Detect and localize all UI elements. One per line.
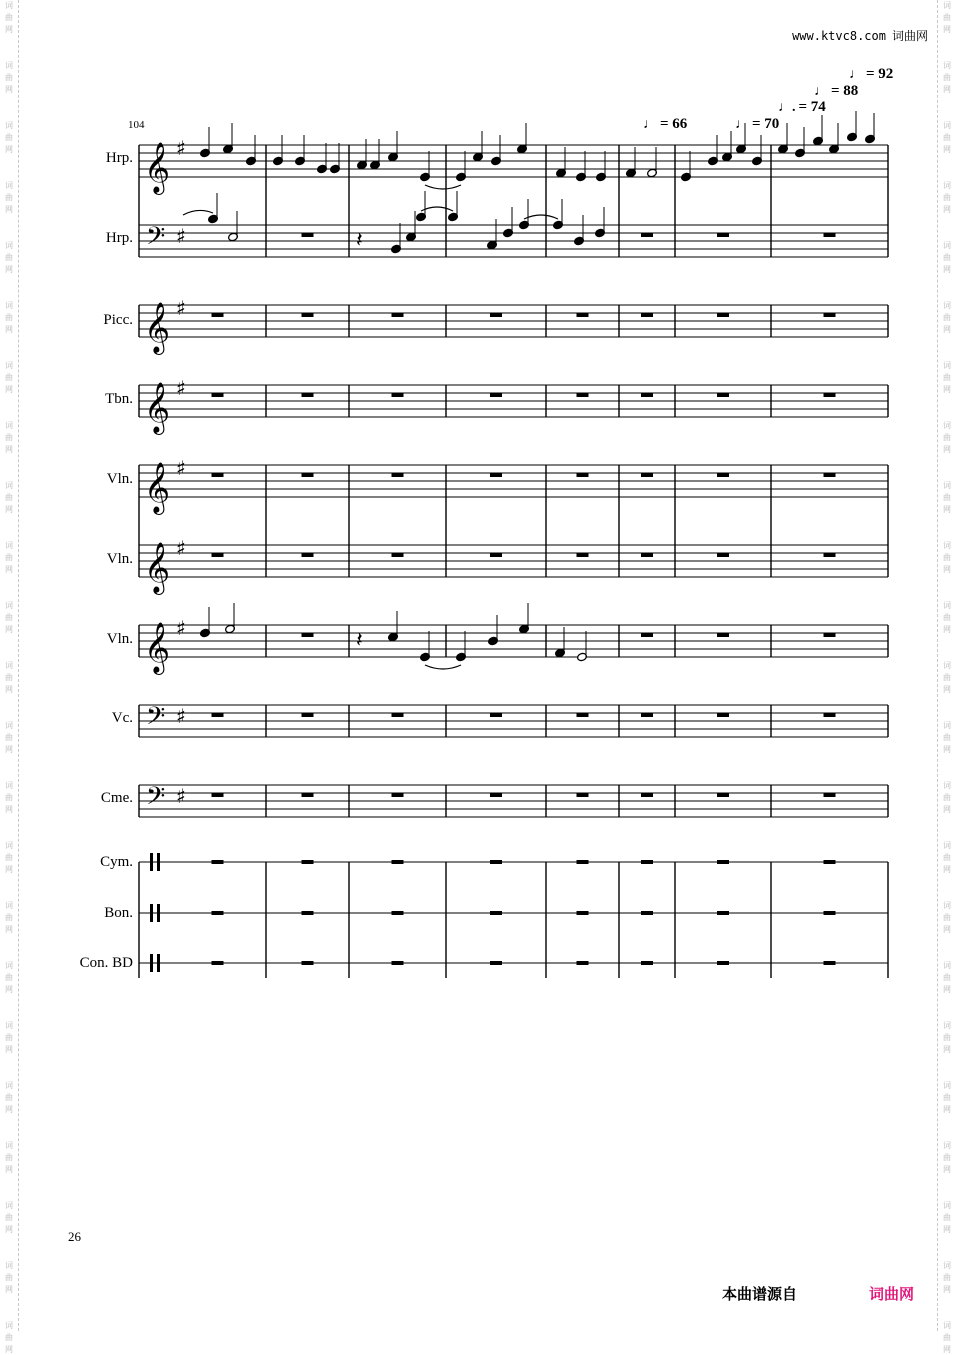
whole-rest xyxy=(717,633,729,637)
watermark-char: 网 xyxy=(943,505,951,514)
watermark-char: 曲 xyxy=(943,133,951,142)
whole-rest xyxy=(392,313,404,317)
whole-rest xyxy=(392,713,404,717)
watermark-char: 曲 xyxy=(5,1273,13,1282)
watermark-char: 曲 xyxy=(5,1093,13,1102)
watermark-char: 网 xyxy=(943,1105,951,1114)
whole-rest xyxy=(212,553,224,557)
whole-rest xyxy=(824,393,836,397)
whole-rest xyxy=(302,793,314,797)
instrument-label: Con. BD xyxy=(79,955,133,971)
watermark-char: 词 xyxy=(943,1321,951,1330)
whole-rest xyxy=(302,233,314,237)
watermark-char: 词 xyxy=(943,301,951,310)
watermark-char: 曲 xyxy=(5,913,13,922)
watermark-char: 词 xyxy=(5,1321,13,1330)
watermark-char: 网 xyxy=(943,265,951,274)
watermark-char: 词 xyxy=(5,721,13,730)
site-url[interactable]: www.ktvc8.com xyxy=(792,29,886,43)
whole-rest xyxy=(490,393,502,397)
watermark-char: 曲 xyxy=(943,73,951,82)
watermark-char: 曲 xyxy=(5,1153,13,1162)
watermark-char: 网 xyxy=(5,1285,13,1294)
watermark-char: 曲 xyxy=(5,613,13,622)
watermark-char: 网 xyxy=(5,745,13,754)
watermark-char: 网 xyxy=(5,685,13,694)
key-signature-sharp: ♯ xyxy=(176,136,186,160)
whole-rest xyxy=(577,473,589,477)
treble-clef: 𝄞 xyxy=(144,382,171,433)
whole-rest xyxy=(302,860,314,864)
watermark-char: 词 xyxy=(943,541,951,550)
watermark-char: 网 xyxy=(5,25,13,34)
whole-rest xyxy=(717,473,729,477)
watermark-char: 网 xyxy=(943,565,951,574)
whole-rest xyxy=(577,393,589,397)
instrument-label: Bon. xyxy=(104,905,133,921)
watermark-char: 曲 xyxy=(943,313,951,322)
watermark-char: 网 xyxy=(943,985,951,994)
watermark-char: 曲 xyxy=(5,433,13,442)
watermark-char: 曲 xyxy=(5,553,13,562)
whole-rest xyxy=(392,911,404,915)
watermark-char: 曲 xyxy=(5,73,13,82)
watermark-char: 网 xyxy=(943,325,951,334)
watermark-char: 词 xyxy=(5,361,13,370)
whole-rest xyxy=(490,793,502,797)
whole-rest xyxy=(717,961,729,965)
percussion-clef xyxy=(150,954,153,972)
instrument-label: Hrp. xyxy=(105,230,133,246)
watermark-char: 词 xyxy=(943,1081,951,1090)
watermark-char: 词 xyxy=(943,661,951,670)
watermark-char: 曲 xyxy=(5,733,13,742)
percussion-clef xyxy=(150,904,153,922)
watermark-char: 网 xyxy=(5,565,13,574)
watermark-char: 网 xyxy=(5,1045,13,1054)
whole-rest xyxy=(717,793,729,797)
watermark-char: 曲 xyxy=(5,313,13,322)
whole-rest xyxy=(717,313,729,317)
whole-rest xyxy=(212,860,224,864)
key-signature-sharp: ♯ xyxy=(176,224,186,248)
watermark-char: 曲 xyxy=(943,853,951,862)
watermark-char: 词 xyxy=(5,121,13,130)
watermark-char: 网 xyxy=(5,325,13,334)
whole-rest xyxy=(212,961,224,965)
watermark-char: 曲 xyxy=(943,193,951,202)
whole-rest xyxy=(212,911,224,915)
watermark-char: 词 xyxy=(5,1081,13,1090)
watermark-char: 曲 xyxy=(943,793,951,802)
whole-rest xyxy=(577,911,589,915)
watermark-char: 曲 xyxy=(943,493,951,502)
whole-rest xyxy=(641,393,653,397)
watermark-char: 词 xyxy=(5,1021,13,1030)
whole-rest xyxy=(577,313,589,317)
percussion-clef xyxy=(150,853,153,871)
watermark-char: 词 xyxy=(943,121,951,130)
watermark-char: 网 xyxy=(5,985,13,994)
footer-source-label: 本曲谱源自 xyxy=(722,1285,798,1303)
watermark-char: 网 xyxy=(943,625,951,634)
watermark-char: 曲 xyxy=(943,913,951,922)
measure-number: 104 xyxy=(128,119,145,131)
watermark-char: 曲 xyxy=(943,613,951,622)
whole-rest xyxy=(490,553,502,557)
watermark-char: 词 xyxy=(943,1,951,10)
watermark-char: 词 xyxy=(5,301,13,310)
whole-rest xyxy=(717,911,729,915)
whole-rest xyxy=(392,393,404,397)
whole-rest xyxy=(490,713,502,717)
watermark-char: 网 xyxy=(943,85,951,94)
key-signature-sharp: ♯ xyxy=(176,456,186,480)
watermark-char: 曲 xyxy=(943,673,951,682)
instrument-label: Cym. xyxy=(100,854,133,870)
watermark-char: 词 xyxy=(943,361,951,370)
whole-rest xyxy=(490,911,502,915)
watermark-char: 曲 xyxy=(5,853,13,862)
watermark-char: 词 xyxy=(5,481,13,490)
bass-clef: 𝄢 xyxy=(146,702,166,737)
whole-rest xyxy=(717,553,729,557)
watermark-char: 词 xyxy=(5,421,13,430)
whole-rest xyxy=(824,633,836,637)
whole-rest xyxy=(641,633,653,637)
whole-rest xyxy=(212,393,224,397)
tempo-mark: ♩. = 74 xyxy=(778,99,826,115)
whole-rest xyxy=(824,473,836,477)
whole-rest xyxy=(212,313,224,317)
key-signature-sharp: ♯ xyxy=(176,376,186,400)
watermark-char: 曲 xyxy=(943,733,951,742)
watermark-char: 网 xyxy=(943,1345,951,1354)
watermark-char: 网 xyxy=(943,685,951,694)
whole-rest xyxy=(490,860,502,864)
tempo-mark: ♩ = 88 xyxy=(814,83,859,99)
watermark-char: 词 xyxy=(943,181,951,190)
watermark-char: 词 xyxy=(5,1201,13,1210)
watermark-char: 网 xyxy=(5,1165,13,1174)
watermark-char: 词 xyxy=(943,601,951,610)
watermark-char: 词 xyxy=(5,241,13,250)
watermark-char: 曲 xyxy=(943,13,951,22)
watermark-char: 词 xyxy=(943,421,951,430)
whole-rest xyxy=(824,233,836,237)
watermark-char: 词 xyxy=(5,661,13,670)
watermark-char: 词 xyxy=(5,181,13,190)
whole-rest xyxy=(824,961,836,965)
watermark-char: 网 xyxy=(943,385,951,394)
watermark-char: 曲 xyxy=(943,553,951,562)
percussion-clef xyxy=(157,853,160,871)
instrument-label: Hrp. xyxy=(105,150,133,166)
key-signature-sharp: ♯ xyxy=(176,536,186,560)
watermark-char: 曲 xyxy=(943,1213,951,1222)
watermark-char: 网 xyxy=(5,385,13,394)
watermark-char: 词 xyxy=(5,961,13,970)
watermark-char: 网 xyxy=(5,205,13,214)
watermark-char: 曲 xyxy=(943,1333,951,1342)
watermark-char: 词 xyxy=(5,61,13,70)
watermark-char: 词 xyxy=(5,1141,13,1150)
watermark-char: 词 xyxy=(943,721,951,730)
watermark-char: 网 xyxy=(943,1285,951,1294)
watermark-char: 曲 xyxy=(943,1153,951,1162)
whole-rest xyxy=(717,713,729,717)
instrument-label: Vln. xyxy=(106,631,133,647)
treble-clef: 𝄞 xyxy=(144,142,171,193)
page-number: 26 xyxy=(68,1229,81,1244)
instrument-label: Cme. xyxy=(100,790,133,806)
watermark-char: 曲 xyxy=(5,793,13,802)
watermark-char: 词 xyxy=(5,841,13,850)
whole-rest xyxy=(824,793,836,797)
watermark-char: 曲 xyxy=(5,253,13,262)
watermark-char: 网 xyxy=(943,1165,951,1174)
key-signature-sharp: ♯ xyxy=(176,296,186,320)
watermark-char: 网 xyxy=(5,1105,13,1114)
whole-rest xyxy=(577,713,589,717)
whole-rest xyxy=(302,713,314,717)
site-name: 词曲网 xyxy=(891,29,928,43)
whole-rest xyxy=(392,473,404,477)
watermark-char: 网 xyxy=(5,445,13,454)
watermark-char: 网 xyxy=(943,1225,951,1234)
whole-rest xyxy=(302,313,314,317)
whole-rest xyxy=(641,553,653,557)
watermark-char: 网 xyxy=(943,805,951,814)
whole-rest xyxy=(490,313,502,317)
instrument-label: Vc. xyxy=(111,710,133,726)
key-signature-sharp: ♯ xyxy=(176,616,186,640)
whole-rest xyxy=(641,860,653,864)
watermark-char: 曲 xyxy=(5,1333,13,1342)
watermark-char: 曲 xyxy=(943,1093,951,1102)
quarter-rest: 𝄽 xyxy=(356,228,363,253)
whole-rest xyxy=(641,313,653,317)
watermark-char: 曲 xyxy=(943,253,951,262)
watermark-char: 词 xyxy=(5,781,13,790)
whole-rest xyxy=(392,961,404,965)
tie xyxy=(425,185,461,189)
bass-clef: 𝄢 xyxy=(146,222,166,257)
treble-clef: 𝄞 xyxy=(144,622,171,673)
watermark-char: 网 xyxy=(5,625,13,634)
watermark-char: 网 xyxy=(943,925,951,934)
watermark-char: 网 xyxy=(943,205,951,214)
whole-rest xyxy=(302,553,314,557)
watermark-char: 词 xyxy=(943,61,951,70)
watermark-char: 曲 xyxy=(5,493,13,502)
whole-rest xyxy=(392,860,404,864)
watermark-char: 网 xyxy=(943,25,951,34)
whole-rest xyxy=(490,961,502,965)
watermark-char: 曲 xyxy=(5,1033,13,1042)
watermark-char: 词 xyxy=(5,1,13,10)
percussion-clef xyxy=(157,954,160,972)
whole-rest xyxy=(824,860,836,864)
key-signature-sharp: ♯ xyxy=(176,704,186,728)
watermark-char: 网 xyxy=(943,745,951,754)
tempo-mark: ♩ = 66 xyxy=(643,116,688,132)
whole-rest xyxy=(641,473,653,477)
whole-rest xyxy=(641,911,653,915)
watermark-char: 网 xyxy=(943,445,951,454)
whole-rest xyxy=(302,633,314,637)
whole-rest xyxy=(212,793,224,797)
whole-rest xyxy=(392,793,404,797)
whole-rest xyxy=(717,233,729,237)
whole-rest xyxy=(212,713,224,717)
tie xyxy=(425,665,461,669)
whole-rest xyxy=(824,553,836,557)
whole-rest xyxy=(717,860,729,864)
watermark-char: 网 xyxy=(5,85,13,94)
whole-rest xyxy=(212,473,224,477)
watermark-char: 曲 xyxy=(5,193,13,202)
instrument-label: Vln. xyxy=(106,551,133,567)
watermark-char: 网 xyxy=(5,1225,13,1234)
instrument-label: Picc. xyxy=(103,312,133,328)
watermark-char: 词 xyxy=(5,1261,13,1270)
watermark-char: 词 xyxy=(943,961,951,970)
watermark-char: 词 xyxy=(943,1201,951,1210)
quarter-rest: 𝄽 xyxy=(356,628,363,653)
watermark-char: 网 xyxy=(5,865,13,874)
tempo-mark: ♩ = 92 xyxy=(849,66,894,82)
watermark-char: 词 xyxy=(943,901,951,910)
footer-site-link[interactable]: 词曲网 xyxy=(869,1285,915,1303)
treble-clef: 𝄞 xyxy=(144,462,171,513)
instrument-label: Tbn. xyxy=(105,391,133,407)
whole-rest xyxy=(577,793,589,797)
watermark-char: 网 xyxy=(5,1345,13,1354)
whole-rest xyxy=(577,553,589,557)
watermark-char: 曲 xyxy=(5,1213,13,1222)
bass-clef: 𝄢 xyxy=(146,782,166,817)
key-signature-sharp: ♯ xyxy=(176,784,186,808)
watermark-char: 曲 xyxy=(5,13,13,22)
watermark-char: 词 xyxy=(5,901,13,910)
whole-rest xyxy=(717,393,729,397)
watermark-char: 网 xyxy=(943,145,951,154)
watermark-char: 词 xyxy=(943,241,951,250)
whole-rest xyxy=(824,911,836,915)
watermark-char: 曲 xyxy=(943,1033,951,1042)
tie xyxy=(524,215,558,219)
whole-rest xyxy=(302,911,314,915)
whole-rest xyxy=(302,473,314,477)
watermark-char: 网 xyxy=(943,865,951,874)
watermark-char: 网 xyxy=(5,145,13,154)
watermark-char: 曲 xyxy=(5,133,13,142)
watermark-char: 曲 xyxy=(943,973,951,982)
whole-rest xyxy=(392,553,404,557)
watermark-char: 词 xyxy=(943,1021,951,1030)
whole-rest xyxy=(577,860,589,864)
watermark-char: 词 xyxy=(943,481,951,490)
whole-rest xyxy=(577,961,589,965)
watermark-char: 曲 xyxy=(5,673,13,682)
watermark-char: 网 xyxy=(5,265,13,274)
whole-rest xyxy=(641,233,653,237)
watermark-char: 曲 xyxy=(943,433,951,442)
watermark-char: 词 xyxy=(5,601,13,610)
watermark-char: 词 xyxy=(5,541,13,550)
watermark-char: 网 xyxy=(943,1045,951,1054)
percussion-clef xyxy=(157,904,160,922)
watermark-char: 曲 xyxy=(943,1273,951,1282)
instrument-label: Vln. xyxy=(106,471,133,487)
whole-rest xyxy=(302,961,314,965)
treble-clef: 𝄞 xyxy=(144,302,171,353)
watermark-char: 曲 xyxy=(5,373,13,382)
watermark-char: 词 xyxy=(943,841,951,850)
tempo-mark: ♩ = 70 xyxy=(735,116,780,132)
whole-rest xyxy=(824,713,836,717)
tie xyxy=(421,207,453,211)
watermark-char: 网 xyxy=(5,925,13,934)
watermark-char: 曲 xyxy=(943,373,951,382)
slur xyxy=(183,210,213,215)
whole-rest xyxy=(490,473,502,477)
whole-rest xyxy=(302,393,314,397)
watermark-char: 词 xyxy=(943,1261,951,1270)
watermark-char: 网 xyxy=(5,805,13,814)
treble-clef: 𝄞 xyxy=(144,542,171,593)
watermark-char: 词 xyxy=(943,781,951,790)
watermark-char: 曲 xyxy=(5,973,13,982)
whole-rest xyxy=(641,961,653,965)
whole-rest xyxy=(824,313,836,317)
whole-rest xyxy=(641,713,653,717)
watermark-char: 网 xyxy=(5,505,13,514)
whole-rest xyxy=(641,793,653,797)
watermark-char: 词 xyxy=(943,1141,951,1150)
